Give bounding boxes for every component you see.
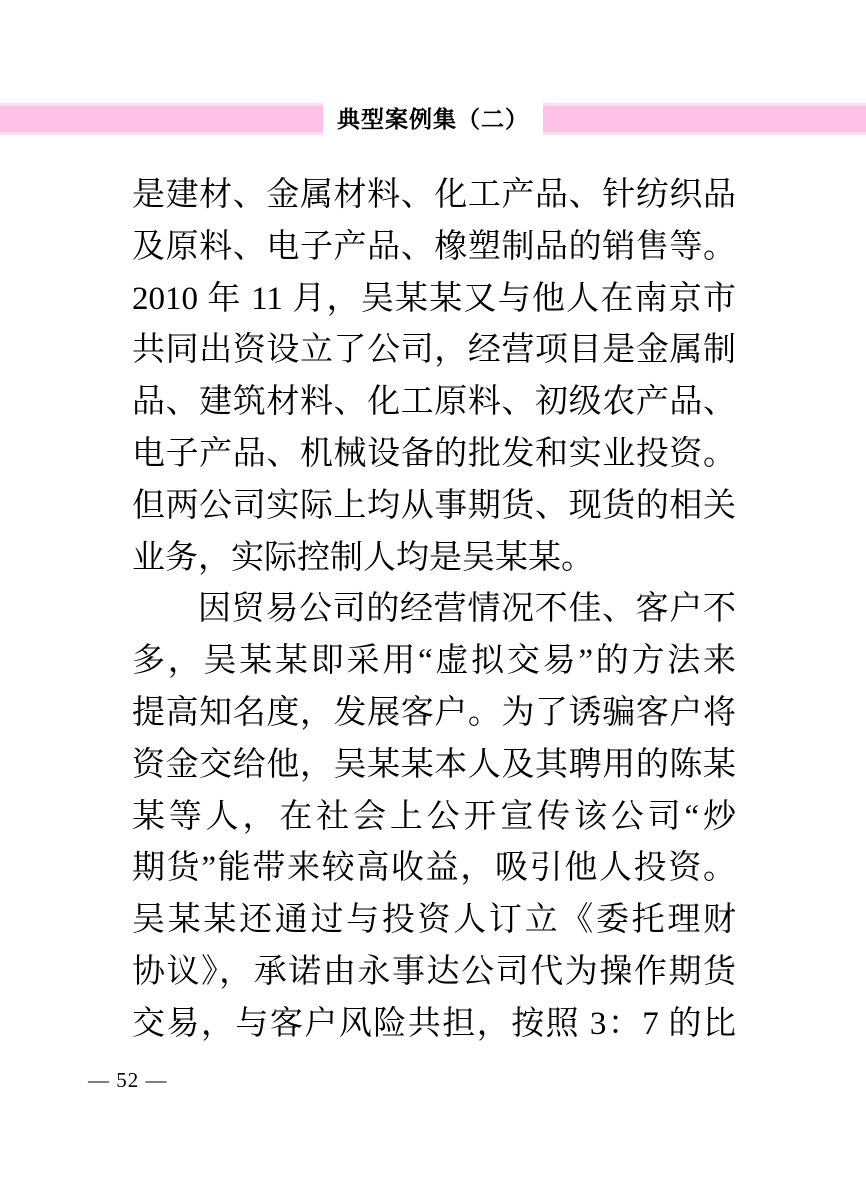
text-line-paragraph-start: 因贸易公司的经营情况不佳、客户不 — [198, 591, 736, 628]
text-line: 2010 年 11 月，吴某某又与他人在南京市 — [132, 280, 736, 317]
text-line: 某等人，在社会上公开宣传该公司“炒 — [132, 798, 736, 835]
text-line: 协议》，承诺由永事达公司代为操作期货 — [132, 953, 736, 990]
page-number: — 52 — — [88, 1068, 168, 1092]
text-line: 期货”能带来较高收益，吸引他人投资。 — [132, 850, 736, 887]
header-rule-left — [0, 103, 323, 135]
text-line: 交易，与客户风险共担，按照 3：7 的比 — [132, 1005, 736, 1042]
text-line: 资金交给他，吴某某本人及其聘用的陈某 — [132, 746, 736, 783]
text-line: 提高知名度，发展客户。为了诱骗客户将 — [132, 694, 736, 731]
header-rule-right — [543, 103, 866, 135]
text-line: 电子产品、机械设备的批发和实业投资。 — [132, 435, 736, 472]
text-line: 共同出资设立了公司，经营项目是金属制 — [132, 332, 736, 369]
text-line: 是建材、金属材料、化工产品、针纺织品 — [132, 177, 736, 213]
text-line: 及原料、电子产品、橡塑制品的销售等。 — [132, 228, 736, 265]
page-body — [132, 170, 736, 1051]
page-header — [0, 103, 866, 135]
text-line: 品、建筑材料、化工原料、初级农产品、 — [132, 384, 736, 421]
text-line: 但两公司实际上均从事期货、现货的相关 — [132, 487, 736, 524]
text-line: 多，吴某某即采用“虚拟交易”的方法来 — [132, 643, 736, 680]
text-line: 吴某某还通过与投资人订立《委托理财 — [132, 902, 736, 939]
text-line-paragraph-end: 业务，实际控制人均是吴某某。 — [132, 539, 594, 576]
running-head-title: 典型案例集（二） — [337, 106, 529, 132]
